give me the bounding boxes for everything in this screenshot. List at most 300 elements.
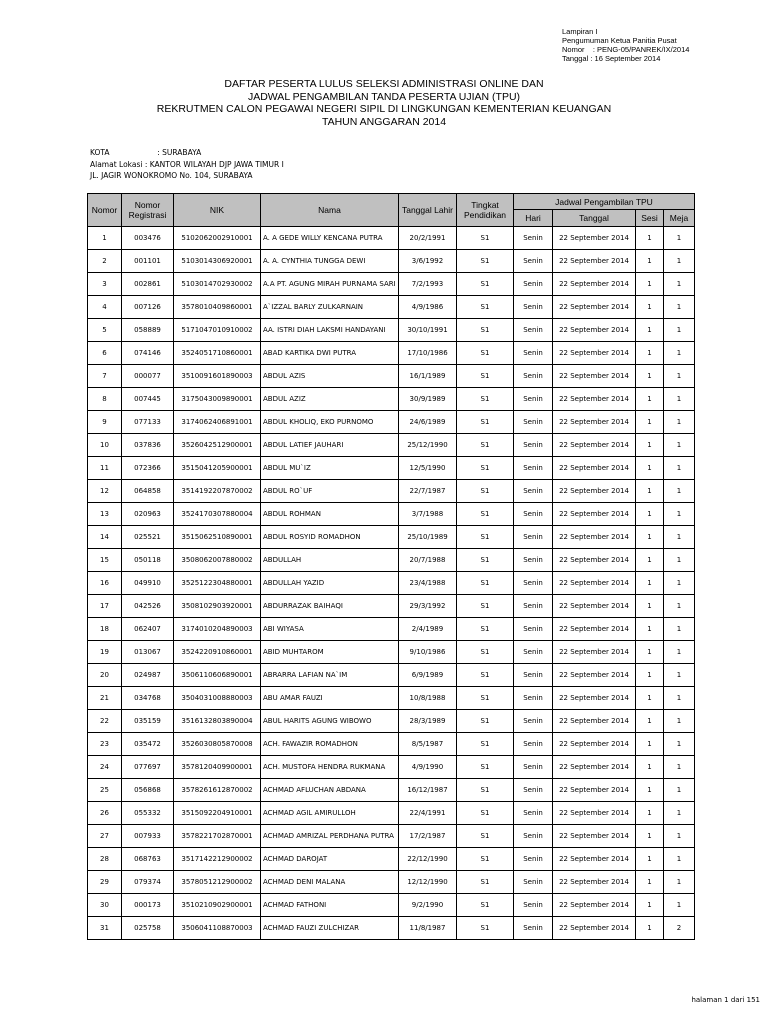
cell-hari: Senin [514,296,553,319]
table-row [88,664,695,687]
cell-registrasi: 013067 [122,641,174,664]
table-row [88,549,695,572]
table-row [88,756,695,779]
table-row [88,273,695,296]
table-row [88,733,695,756]
cell-pendidikan: S1 [457,480,514,503]
cell-meja: 1 [664,733,695,756]
cell-nik: 3526030805870008 [174,733,261,756]
cell-meja: 1 [664,710,695,733]
cell-nik: 3525122304880001 [174,572,261,595]
cell-tanggal: 22 September 2014 [553,917,636,940]
cell-pendidikan: S1 [457,549,514,572]
cell-tanggal-lahir: 8/5/1987 [399,733,457,756]
cell-meja: 1 [664,641,695,664]
cell-registrasi: 001101 [122,250,174,273]
cell-pendidikan: S1 [457,664,514,687]
table-row [88,388,695,411]
cell-sesi: 1 [636,365,664,388]
cell-nama: ABDULLAH YAZID [261,572,399,595]
cell-nik: 3174010204890003 [174,618,261,641]
cell-sesi: 1 [636,710,664,733]
participant-table [87,193,695,940]
cell-pendidikan: S1 [457,526,514,549]
cell-sesi: 1 [636,848,664,871]
cell-tanggal-lahir: 24/6/1989 [399,411,457,434]
cell-hari: Senin [514,549,553,572]
table-row [88,411,695,434]
cell-hari: Senin [514,342,553,365]
cell-nomor: 10 [88,434,122,457]
cell-hari: Senin [514,917,553,940]
cell-tanggal-lahir: 10/8/1988 [399,687,457,710]
cell-pendidikan: S1 [457,848,514,871]
street-line: JL. JAGIR WONOKROMO No. 104, SURABAYA [90,171,253,180]
cell-nomor: 3 [88,273,122,296]
cell-hari: Senin [514,457,553,480]
cell-nomor: 20 [88,664,122,687]
cell-hari: Senin [514,871,553,894]
cell-hari: Senin [514,710,553,733]
cell-nama: ABDUL ROHMAN [261,503,399,526]
cell-nama: ABDURRAZAK BAIHAQI [261,595,399,618]
cell-tanggal: 22 September 2014 [553,388,636,411]
cell-meja: 1 [664,549,695,572]
cell-meja: 1 [664,687,695,710]
cell-nik: 3510210902900001 [174,894,261,917]
cell-nik: 5171047010910002 [174,319,261,342]
cell-nik: 3578120409900001 [174,756,261,779]
cell-hari: Senin [514,641,553,664]
cell-hari: Senin [514,411,553,434]
cell-nik: 3508102903920001 [174,595,261,618]
cell-meja: 1 [664,434,695,457]
cell-nama: A`IZZAL BARLY ZULKARNAIN [261,296,399,319]
cell-pendidikan: S1 [457,457,514,480]
title-line-3: REKRUTMEN CALON PEGAWAI NEGERI SIPIL DI LINGKUNGAN KEMENTERIAN KEUANGAN [156,103,612,115]
cell-nik: 3175043009890001 [174,388,261,411]
cell-tanggal-lahir: 23/4/1988 [399,572,457,595]
cell-nomor: 1 [88,227,122,250]
cell-nomor: 15 [88,549,122,572]
cell-hari: Senin [514,618,553,641]
table-row [88,595,695,618]
cell-pendidikan: S1 [457,503,514,526]
cell-tanggal-lahir: 29/3/1992 [399,595,457,618]
cell-nomor: 24 [88,756,122,779]
cell-tanggal-lahir: 7/2/1993 [399,273,457,296]
cell-registrasi: 042526 [122,595,174,618]
cell-registrasi: 058889 [122,319,174,342]
cell-sesi: 1 [636,664,664,687]
cell-hari: Senin [514,319,553,342]
cell-nama: ACHMAD DENI MALANA [261,871,399,894]
table-row [88,848,695,871]
cell-sesi: 1 [636,687,664,710]
cell-tanggal: 22 September 2014 [553,572,636,595]
cell-nama: ABDULLAH [261,549,399,572]
cell-tanggal: 22 September 2014 [553,687,636,710]
cell-nomor: 22 [88,710,122,733]
table-row [88,871,695,894]
cell-tanggal: 22 September 2014 [553,641,636,664]
cell-tanggal: 22 September 2014 [553,756,636,779]
cell-nomor: 16 [88,572,122,595]
cell-registrasi: 055332 [122,802,174,825]
cell-registrasi: 037836 [122,434,174,457]
cell-registrasi: 007933 [122,825,174,848]
cell-sesi: 1 [636,296,664,319]
cell-sesi: 1 [636,549,664,572]
cell-hari: Senin [514,664,553,687]
cell-tanggal-lahir: 17/2/1987 [399,825,457,848]
cell-meja: 1 [664,595,695,618]
cell-sesi: 1 [636,457,664,480]
cell-nama: ABDUL KHOLIQ, EKO PURNOMO [261,411,399,434]
header-hari: Hari [514,210,553,227]
cell-hari: Senin [514,526,553,549]
cell-nomor: 18 [88,618,122,641]
cell-nik: 3174062406891001 [174,411,261,434]
cell-nik: 5103014306920001 [174,250,261,273]
cell-meja: 1 [664,227,695,250]
cell-nama: ACHMAD FAUZI ZULCHIZAR [261,917,399,940]
cell-tanggal: 22 September 2014 [553,848,636,871]
header-jadwal: Jadwal Pengambilan TPU [514,194,695,210]
cell-hari: Senin [514,825,553,848]
cell-sesi: 1 [636,572,664,595]
cell-tanggal: 22 September 2014 [553,595,636,618]
cell-registrasi: 000173 [122,894,174,917]
cell-tanggal-lahir: 30/9/1989 [399,388,457,411]
cell-nik: 5102062002910001 [174,227,261,250]
cell-tanggal: 22 September 2014 [553,273,636,296]
cell-registrasi: 074146 [122,342,174,365]
cell-tanggal: 22 September 2014 [553,664,636,687]
cell-registrasi: 072366 [122,457,174,480]
cell-nama: ABDUL AZIZ [261,388,399,411]
cell-nama: ABAD KARTIKA DWI PUTRA [261,342,399,365]
cell-tanggal: 22 September 2014 [553,365,636,388]
cell-sesi: 1 [636,802,664,825]
cell-nomor: 2 [88,250,122,273]
cell-nomor: 9 [88,411,122,434]
cell-tanggal-lahir: 20/2/1991 [399,227,457,250]
cell-pendidikan: S1 [457,595,514,618]
cell-hari: Senin [514,250,553,273]
cell-pendidikan: S1 [457,250,514,273]
cell-registrasi: 064858 [122,480,174,503]
cell-pendidikan: S1 [457,871,514,894]
cell-tanggal: 22 September 2014 [553,227,636,250]
cell-registrasi: 002861 [122,273,174,296]
cell-tanggal-lahir: 3/6/1992 [399,250,457,273]
cell-meja: 1 [664,273,695,296]
cell-meja: 1 [664,756,695,779]
header-nomor: Nomor [88,194,122,227]
cell-hari: Senin [514,687,553,710]
cell-tanggal: 22 September 2014 [553,250,636,273]
table-row [88,434,695,457]
cell-nik: 3516132803890004 [174,710,261,733]
cell-registrasi: 049910 [122,572,174,595]
cell-nomor: 21 [88,687,122,710]
header-nik: NIK [174,194,261,227]
cell-tanggal-lahir: 16/12/1987 [399,779,457,802]
cell-pendidikan: S1 [457,641,514,664]
cell-nomor: 27 [88,825,122,848]
cell-hari: Senin [514,480,553,503]
table-row [88,618,695,641]
cell-tanggal-lahir: 4/9/1986 [399,296,457,319]
cell-nomor: 29 [88,871,122,894]
cell-meja: 1 [664,342,695,365]
cell-tanggal: 22 September 2014 [553,411,636,434]
address-line: Alamat Lokasi : KANTOR WILAYAH DJP JAWA TIMUR I [90,159,284,169]
cell-registrasi: 034768 [122,687,174,710]
table-row [88,250,695,273]
cell-meja: 2 [664,917,695,940]
header-tingkat-pendidikan: Tingkat Pendidikan [457,194,514,227]
cell-hari: Senin [514,273,553,296]
cell-nama: ABDUL ROSYID ROMADHON [261,526,399,549]
table-row [88,480,695,503]
cell-nama: A.A PT. AGUNG MIRAH PURNAMA SARI [261,273,399,296]
attachment-reference [562,27,689,63]
cell-meja: 1 [664,503,695,526]
cell-tanggal-lahir: 16/1/1989 [399,365,457,388]
cell-nomor: 31 [88,917,122,940]
cell-meja: 1 [664,802,695,825]
cell-nama: ACHMAD DAROJAT [261,848,399,871]
cell-nik: 3578221702870001 [174,825,261,848]
cell-hari: Senin [514,733,553,756]
cell-nama: ABDUL LATIEF JAUHARI [261,434,399,457]
table-row [88,825,695,848]
cell-nik: 5103014702930002 [174,273,261,296]
cell-tanggal: 22 September 2014 [553,526,636,549]
cell-sesi: 1 [636,825,664,848]
cell-nomor: 17 [88,595,122,618]
cell-tanggal-lahir: 11/8/1987 [399,917,457,940]
cell-sesi: 1 [636,227,664,250]
cell-nik: 3578010409860001 [174,296,261,319]
cell-tanggal: 22 September 2014 [553,503,636,526]
announcement-label: Pengumuman Ketua Panitia Pusat [562,36,677,45]
cell-hari: Senin [514,595,553,618]
table-row [88,227,695,250]
cell-nik: 3515062510890001 [174,526,261,549]
cell-nomor: 25 [88,779,122,802]
cell-tanggal-lahir: 4/9/1990 [399,756,457,779]
cell-hari: Senin [514,503,553,526]
header-meja: Meja [664,210,695,227]
cell-registrasi: 000077 [122,365,174,388]
cell-pendidikan: S1 [457,388,514,411]
page-indicator: halaman 1 dari 151 [691,996,760,1004]
cell-hari: Senin [514,365,553,388]
cell-nik: 3524220910860001 [174,641,261,664]
cell-sesi: 1 [636,894,664,917]
cell-tanggal-lahir: 2/4/1989 [399,618,457,641]
cell-tanggal-lahir: 3/7/1988 [399,503,457,526]
cell-nomor: 5 [88,319,122,342]
cell-sesi: 1 [636,733,664,756]
cell-nama: A. A GEDE WILLY KENCANA PUTRA [261,227,399,250]
cell-sesi: 1 [636,871,664,894]
cell-pendidikan: S1 [457,273,514,296]
cell-pendidikan: S1 [457,434,514,457]
cell-nik: 3504031008880003 [174,687,261,710]
cell-pendidikan: S1 [457,342,514,365]
cell-nomor: 7 [88,365,122,388]
cell-pendidikan: S1 [457,227,514,250]
cell-meja: 1 [664,411,695,434]
announcement-date: Tanggal : 16 September 2014 [562,54,661,63]
cell-sesi: 1 [636,641,664,664]
header-sesi: Sesi [636,210,664,227]
title-line-1: DAFTAR PESERTA LULUS SELEKSI ADMINISTRASI ONLINE DAN [224,78,544,90]
cell-registrasi: 003476 [122,227,174,250]
cell-tanggal-lahir: 17/10/1986 [399,342,457,365]
attachment-label: Lampiran I [562,27,598,36]
table-row [88,319,695,342]
cell-registrasi: 007126 [122,296,174,319]
cell-tanggal-lahir: 12/5/1990 [399,457,457,480]
cell-meja: 1 [664,894,695,917]
cell-nik: 3524170307880004 [174,503,261,526]
cell-sesi: 1 [636,756,664,779]
cell-registrasi: 062407 [122,618,174,641]
table-row [88,296,695,319]
table-row [88,894,695,917]
cell-meja: 1 [664,618,695,641]
cell-nik: 3526042512900001 [174,434,261,457]
cell-pendidikan: S1 [457,756,514,779]
cell-nama: ABDUL MU`IZ [261,457,399,480]
cell-nik: 3514192207870002 [174,480,261,503]
cell-nomor: 11 [88,457,122,480]
cell-nomor: 28 [88,848,122,871]
cell-nomor: 13 [88,503,122,526]
cell-nama: ABDUL RO`UF [261,480,399,503]
cell-tanggal-lahir: 25/10/1989 [399,526,457,549]
cell-registrasi: 020963 [122,503,174,526]
cell-registrasi: 068763 [122,848,174,871]
cell-sesi: 1 [636,411,664,434]
cell-meja: 1 [664,296,695,319]
cell-tanggal-lahir: 6/9/1989 [399,664,457,687]
cell-nomor: 26 [88,802,122,825]
cell-pendidikan: S1 [457,319,514,342]
table-row [88,572,695,595]
cell-registrasi: 056868 [122,779,174,802]
cell-pendidikan: S1 [457,618,514,641]
cell-nomor: 30 [88,894,122,917]
table-row [88,342,695,365]
document-title [0,78,768,128]
cell-registrasi: 025758 [122,917,174,940]
cell-registrasi: 025521 [122,526,174,549]
cell-tanggal: 22 September 2014 [553,480,636,503]
cell-hari: Senin [514,756,553,779]
cell-meja: 1 [664,457,695,480]
cell-tanggal-lahir: 30/10/1991 [399,319,457,342]
table-row [88,365,695,388]
cell-nama: ACHMAD FATHONI [261,894,399,917]
cell-meja: 1 [664,779,695,802]
cell-pendidikan: S1 [457,779,514,802]
cell-nik: 3515041205900001 [174,457,261,480]
table-row [88,526,695,549]
cell-tanggal-lahir: 9/2/1990 [399,894,457,917]
cell-pendidikan: S1 [457,572,514,595]
table-row [88,457,695,480]
cell-meja: 1 [664,365,695,388]
cell-tanggal-lahir: 28/3/1989 [399,710,457,733]
cell-hari: Senin [514,572,553,595]
cell-tanggal: 22 September 2014 [553,342,636,365]
cell-tanggal-lahir: 22/4/1991 [399,802,457,825]
cell-sesi: 1 [636,250,664,273]
cell-nik: 3578261612870002 [174,779,261,802]
cell-nik: 3578051212900002 [174,871,261,894]
cell-sesi: 1 [636,342,664,365]
cell-registrasi: 077133 [122,411,174,434]
cell-registrasi: 007445 [122,388,174,411]
cell-meja: 1 [664,388,695,411]
cell-nama: ACHMAD AMRIZAL PERDHANA PUTRA [261,825,399,848]
cell-registrasi: 077697 [122,756,174,779]
cell-meja: 1 [664,848,695,871]
cell-tanggal-lahir: 22/7/1987 [399,480,457,503]
cell-tanggal: 22 September 2014 [553,549,636,572]
cell-pendidikan: S1 [457,411,514,434]
cell-tanggal: 22 September 2014 [553,871,636,894]
cell-nomor: 12 [88,480,122,503]
cell-sesi: 1 [636,917,664,940]
cell-nik: 3510091601890003 [174,365,261,388]
cell-nomor: 6 [88,342,122,365]
cell-sesi: 1 [636,273,664,296]
cell-meja: 1 [664,664,695,687]
cell-pendidikan: S1 [457,894,514,917]
cell-hari: Senin [514,227,553,250]
cell-nama: ABRARRA LAFIAN NA`IM [261,664,399,687]
header-nomor-registrasi: Nomor Registrasi [122,194,174,227]
cell-tanggal: 22 September 2014 [553,894,636,917]
cell-nama: ACH. MUSTOFA HENDRA RUKMANA [261,756,399,779]
table-row [88,802,695,825]
cell-pendidikan: S1 [457,917,514,940]
location-info [90,147,284,182]
cell-nama: ABU AMAR FAUZI [261,687,399,710]
cell-tanggal-lahir: 20/7/1988 [399,549,457,572]
cell-nik: 3506041108870003 [174,917,261,940]
cell-nama: ACHMAD AFLUCHAN ABDANA [261,779,399,802]
cell-nik: 3508062007880002 [174,549,261,572]
table-row [88,917,695,940]
cell-sesi: 1 [636,480,664,503]
cell-meja: 1 [664,825,695,848]
cell-registrasi: 035472 [122,733,174,756]
cell-nik: 3506110606890001 [174,664,261,687]
header-nama: Nama [261,194,399,227]
cell-tanggal-lahir: 12/12/1990 [399,871,457,894]
cell-nomor: 4 [88,296,122,319]
title-line-2: JADWAL PENGAMBILAN TANDA PESERTA UJIAN (TPU) [247,90,521,103]
cell-meja: 1 [664,526,695,549]
